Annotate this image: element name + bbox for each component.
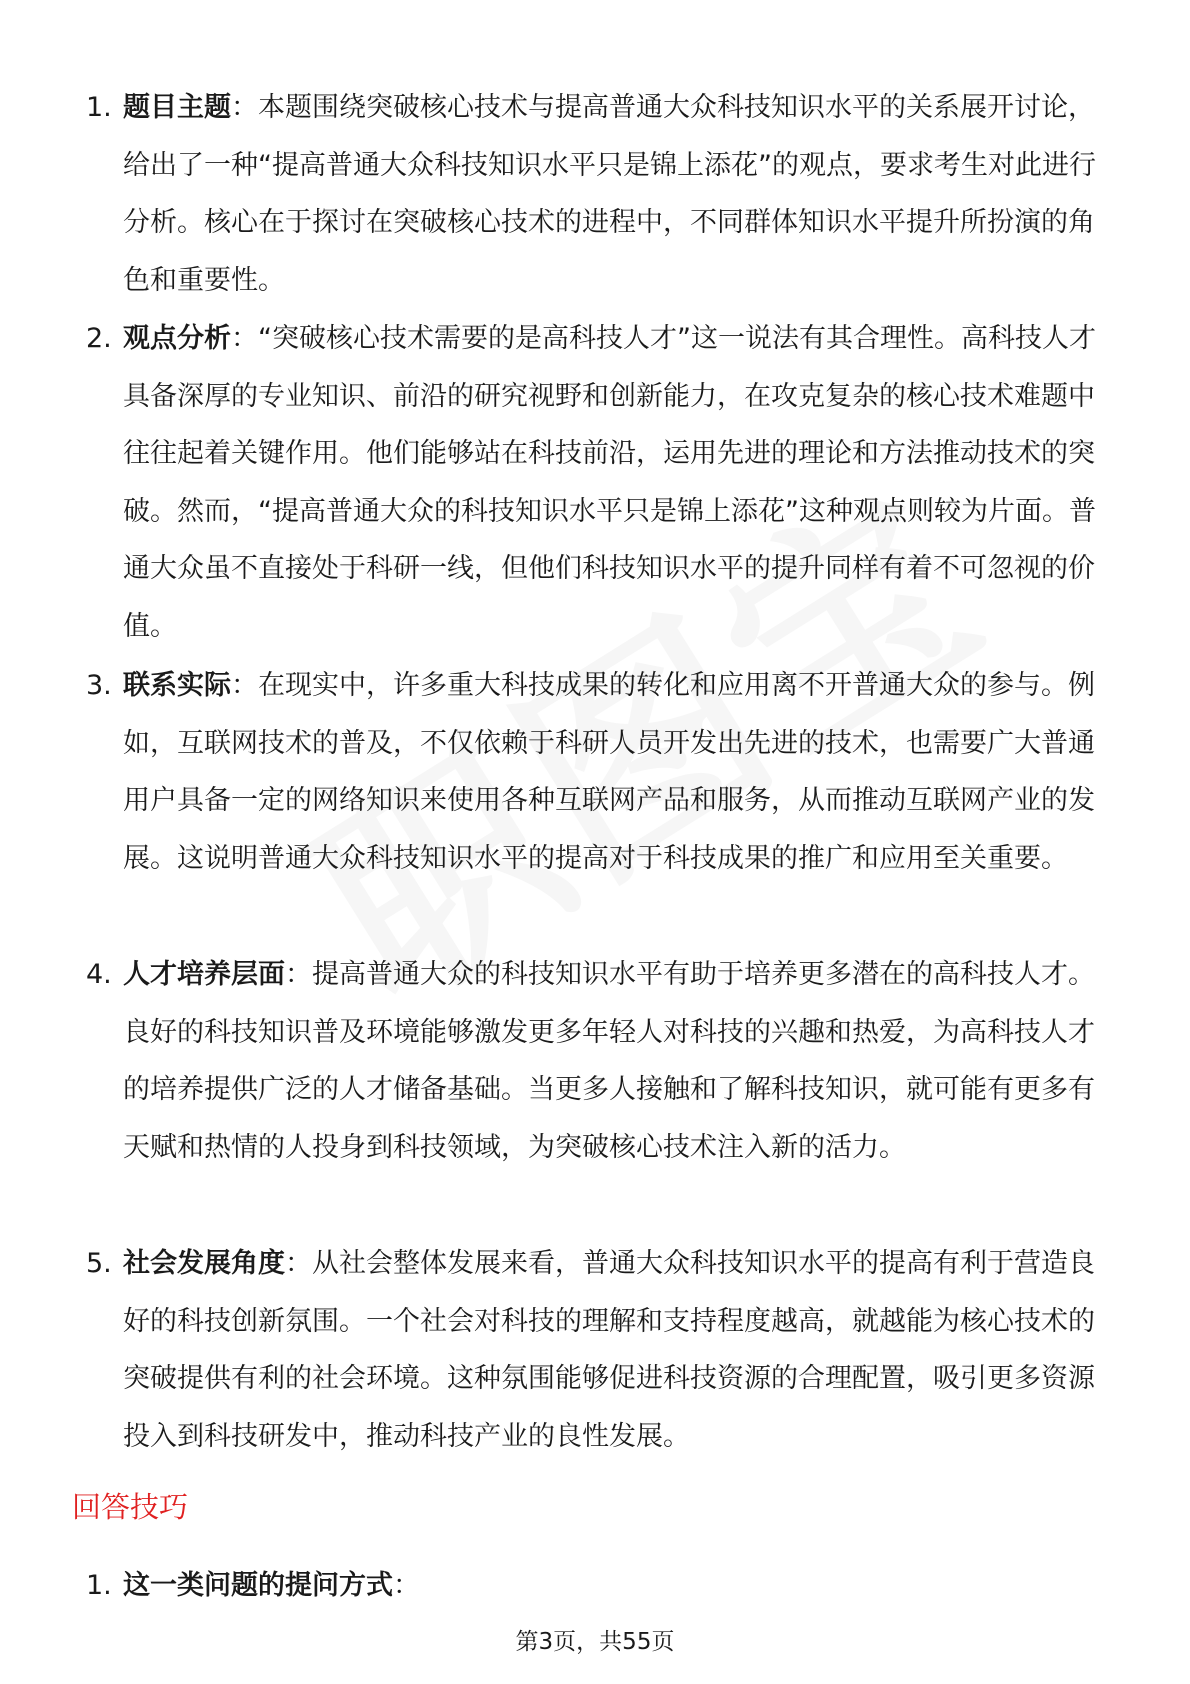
list-item-text: ：“突破核心技术需要的是高科技人才”这一说法有其合理性。高科技人才具备深厚的专业知识、前沿的研究视野和创新能力，在攻克复杂的核心技术难题中往往起着关键作用。他们能够站在科技前沿，运用先进的理论和方法推动技术的突破。然而，“提高普通大众的科技知识水平只是锦上添花”这种观点则较为片面。普通大众虽不直接处于科研一线，但他们科技知识水平的提升同样有着不可忽视的价值。 xyxy=(123,323,1096,642)
list-item-number: 1. xyxy=(86,92,112,123)
list-item-text: ：本题围绕突破核心技术与提高普通大众科技知识水平的关系展开讨论，给出了一种“提高普通大众科技知识水平只是锦上添花”的观点，要求考生对此进行分析。核心在于探讨在突破核心技术的进程中，不同群体知识水平提升所扮演的角色和重要性。 xyxy=(123,92,1096,296)
list-item-text: ： xyxy=(393,1570,420,1601)
list-item xyxy=(0,1235,1190,1465)
list-item-number: 5. xyxy=(86,1248,112,1279)
page-number: 第3页，共55页 xyxy=(515,1629,675,1655)
list-item-number: 1. xyxy=(86,1570,112,1601)
list-item-term: 观点分析 xyxy=(123,323,231,354)
list-item-number: 3. xyxy=(86,670,112,701)
list-item-number: 4. xyxy=(86,959,112,990)
list-item-text: ：从社会整体发展来看，普通大众科技知识水平的提高有利于营造良好的科技创新氛围。一个社会对科技的理解和支持程度越高，就越能为核心技术的突破提供有利的社会环境。这种氛围能够促进科技资源的合理配置，吸引更多资源投入到科技研发中，推动科技产业的良性发展。 xyxy=(123,1248,1095,1452)
list-item xyxy=(0,310,1190,655)
list-item-text: ：在现实中，许多重大科技成果的转化和应用离不开普通大众的参与。例如，互联网技术的普及，不仅依赖于科研人员开发出先进的技术，也需要广大普通用户具备一定的网络知识来使用各种互联网产品和服务，从而推动互联网产业的发展。这说明普通大众科技知识水平的提高对于科技成果的推广和应用至关重要。 xyxy=(123,670,1095,874)
list-item-term: 人才培养层面 xyxy=(123,959,285,990)
list-item xyxy=(0,946,1190,1176)
list-item-term: 社会发展角度 xyxy=(123,1248,285,1279)
section-heading: 回答技巧 xyxy=(72,1490,189,1524)
list-item-text: ：提高普通大众的科技知识水平有助于培养更多潜在的高科技人才。良好的科技知识普及环境能够激发更多年轻人对科技的兴趣和热爱，为高科技人才的培养提供广泛的人才储备基础。当更多人接触和了解科技知识，就可能有更多有天赋和热情的人投身到科技领域，为突破核心技术注入新的活力。 xyxy=(123,959,1095,1163)
list-item-term: 题目主题 xyxy=(123,92,231,123)
list-item xyxy=(0,1557,1190,1615)
list-item-number: 2. xyxy=(86,323,112,354)
list-item-term: 联系实际 xyxy=(123,670,231,701)
list-item-term: 这一类问题的提问方式 xyxy=(123,1570,393,1601)
list-item xyxy=(0,79,1190,309)
page-footer xyxy=(0,1627,1190,1657)
list-item xyxy=(0,657,1190,887)
